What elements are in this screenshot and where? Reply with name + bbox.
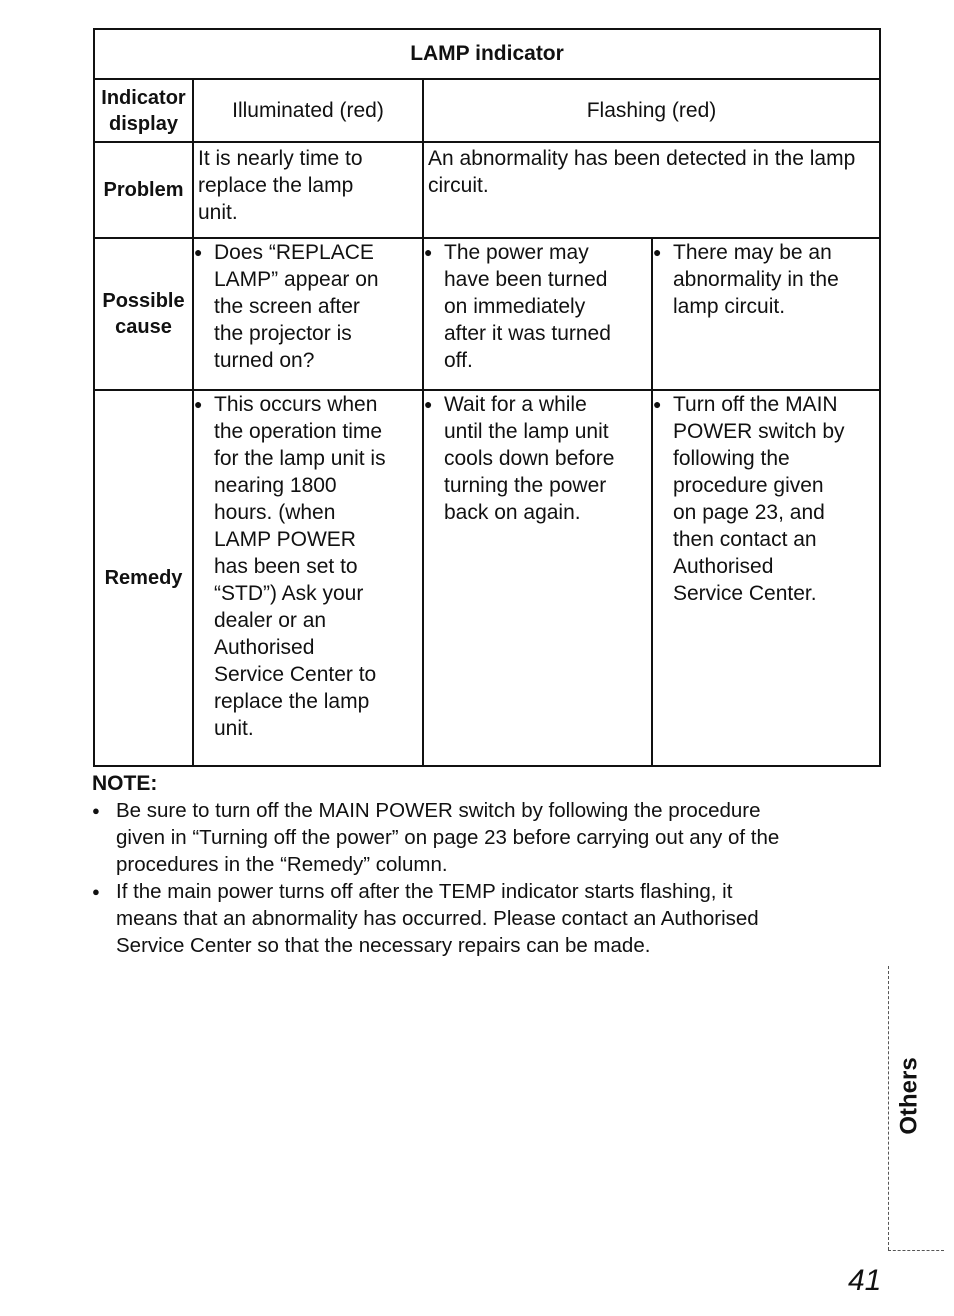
note-heading: NOTE:	[92, 772, 158, 795]
text-line: abnormality in the	[673, 268, 839, 291]
remedy-col1	[193, 390, 423, 766]
text-line: circuit.	[428, 174, 489, 197]
text-line: until the lamp unit	[444, 420, 609, 443]
text-line: Service Center to	[214, 663, 377, 686]
text-line: turning the power	[444, 474, 607, 497]
text-line: dealer or an	[214, 609, 327, 632]
bullet-text	[673, 239, 879, 320]
note-text	[116, 797, 882, 878]
text-line: hours. (when	[214, 501, 336, 524]
text-line: Wait for a while	[444, 393, 587, 416]
list-item	[194, 391, 422, 742]
text-line: It is nearly time to	[198, 147, 363, 170]
side-tab-label-text: Others	[896, 1057, 924, 1135]
text-line: An abnormality has been detected in the lamp	[428, 147, 856, 170]
bullet-text	[444, 391, 651, 526]
possible-cause-col1	[193, 238, 423, 390]
bullet-dot-icon: ●	[653, 244, 662, 260]
text-line: LAMP POWER	[214, 528, 356, 551]
side-tab-label	[890, 1036, 930, 1156]
problem-illuminated-text	[194, 143, 422, 228]
illuminated-red-header: Illuminated (red)	[193, 79, 423, 142]
flashing-red-header: Flashing (red)	[423, 79, 880, 142]
indicator-display-row	[94, 79, 880, 142]
bullet-dot-icon: ●	[424, 244, 433, 260]
text-line: the projector is	[214, 322, 352, 345]
remedy-label: Remedy	[94, 390, 193, 766]
lamp-indicator-table	[93, 28, 881, 767]
bullet-dot-icon: ●	[92, 803, 100, 818]
text-line: Does “REPLACE	[214, 241, 374, 264]
problem-label: Problem	[94, 142, 193, 238]
remedy-row	[94, 390, 880, 766]
text-line: nearing 1800	[214, 474, 337, 497]
text-line: unit.	[214, 717, 254, 740]
bullet-dot-icon: ●	[653, 396, 662, 412]
bullet-dot-icon: ●	[194, 244, 203, 260]
text-line: back on again.	[444, 501, 581, 524]
text-line: for the lamp unit is	[214, 447, 386, 470]
list-item	[424, 391, 651, 526]
text-line: Service Center so that the necessary repairs can be made.	[116, 934, 651, 957]
page-number: 41	[848, 1264, 882, 1297]
text-line: given in “Turning off the power” on page 23 before carrying out any of the	[116, 826, 780, 849]
list-item	[653, 391, 879, 607]
side-tab-divider-vertical	[888, 966, 889, 1250]
text-line: turned on?	[214, 349, 315, 372]
text-line: following the	[673, 447, 790, 470]
bullet-dot-icon: ●	[194, 396, 203, 412]
section-side-tab	[888, 966, 948, 1256]
text-line: Service Center.	[673, 582, 817, 605]
possible-cause-col2	[423, 238, 652, 390]
indicator-display-label-line1: Indicator	[101, 86, 186, 109]
text-line: If the main power turns off after the TEMP indicator starts flashing, it	[116, 880, 733, 903]
remedy-col3	[652, 390, 880, 766]
text-line: replace the lamp	[214, 690, 370, 713]
text-line: unit.	[198, 201, 238, 224]
text-line: have been turned	[444, 268, 608, 291]
problem-row	[94, 142, 880, 238]
bullet-dot-icon: ●	[424, 396, 433, 412]
problem-illuminated-cell	[193, 142, 423, 238]
note-section	[92, 770, 882, 959]
text-line: the screen after	[214, 295, 360, 318]
text-line: replace the lamp	[198, 174, 354, 197]
table-title-row	[94, 29, 880, 79]
list-item	[194, 239, 422, 374]
bullet-text	[214, 239, 422, 374]
text-line: lamp circuit.	[673, 295, 786, 318]
text-line: Authorised	[673, 555, 774, 578]
note-item	[92, 878, 882, 959]
text-line: the operation time	[214, 420, 383, 443]
text-line: means that an abnormality has occurred. Please contact an Authorised	[116, 907, 759, 930]
possible-cause-label-line2: cause	[115, 316, 172, 338]
problem-flashing-cell	[423, 142, 880, 238]
text-line: on immediately	[444, 295, 586, 318]
side-tab-divider-horizontal	[888, 1250, 944, 1251]
text-line: procedure given	[673, 474, 824, 497]
table-title: LAMP indicator	[94, 29, 880, 79]
text-line: “STD”) Ask your	[214, 582, 364, 605]
indicator-display-label	[94, 79, 193, 142]
list-item	[424, 239, 651, 374]
bullet-text	[214, 391, 422, 742]
text-line: This occurs when	[214, 393, 378, 416]
possible-cause-col3	[652, 238, 880, 390]
bullet-text	[673, 391, 879, 607]
text-line: LAMP” appear on	[214, 268, 379, 291]
text-line: POWER switch by	[673, 420, 845, 443]
text-line: has been set to	[214, 555, 358, 578]
text-line: after it was turned	[444, 322, 611, 345]
text-line: procedures in the “Remedy” column.	[116, 853, 448, 876]
text-line: cools down before	[444, 447, 615, 470]
text-line: Be sure to turn off the MAIN POWER switch by following the procedure	[116, 799, 761, 822]
list-item	[653, 239, 879, 320]
text-line: Turn off the MAIN	[673, 393, 838, 416]
note-text	[116, 878, 882, 959]
bullet-text	[444, 239, 651, 374]
possible-cause-label	[94, 238, 193, 390]
possible-cause-label-line1: Possible	[102, 290, 185, 312]
possible-cause-row	[94, 238, 880, 390]
bullet-dot-icon: ●	[92, 884, 100, 899]
text-line: The power may	[444, 241, 589, 264]
text-line: There may be an	[673, 241, 832, 264]
problem-flashing-text	[424, 143, 879, 201]
text-line: then contact an	[673, 528, 817, 551]
text-line: on page 23, and	[673, 501, 825, 524]
text-line: Authorised	[214, 636, 315, 659]
note-item	[92, 797, 882, 878]
indicator-display-label-line2: display	[109, 112, 178, 135]
text-line: off.	[444, 349, 473, 372]
remedy-col2	[423, 390, 652, 766]
